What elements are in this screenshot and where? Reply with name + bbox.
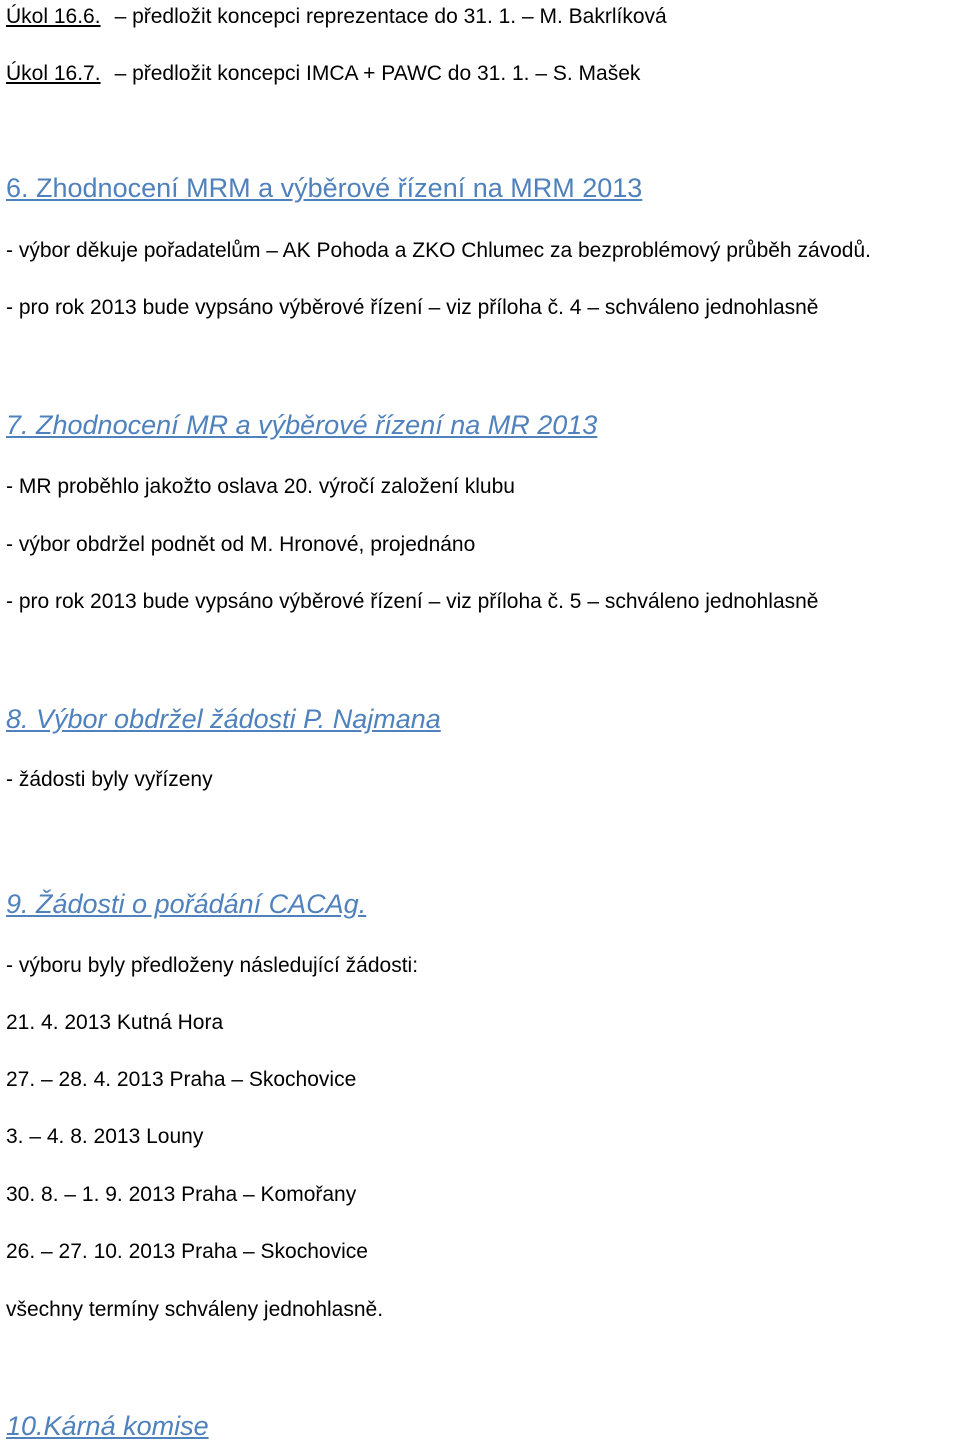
section-9-line: - výboru byly předloženy následující žádosti: [6,954,419,977]
section-9-date: 30. 8. – 1. 9. 2013 Praha – Komořany [6,1183,357,1206]
section-9-heading: 9. Žádosti o pořádání CACAg. [6,889,367,919]
section-7-heading: 7. Zhodnocení MR a výběrové řízení na MR 2013 [6,410,598,440]
section-8-heading: 8. Výbor obdržel žádosti P. Najmana [6,704,441,734]
task-text: – předložit koncepci reprezentace do 31. 1. – M. Bakrlíková [114,5,667,28]
section-7-line: - MR proběhlo jakožto oslava 20. výročí založení klubu [6,475,515,498]
section-6-line: - pro rok 2013 bude vypsáno výběrové řízení – viz příloha č. 4 – schváleno jednohlasně [6,296,819,319]
section-7-line: - výbor obdržel podnět od M. Hronové, projednáno [6,533,476,556]
task-label: Úkol 16.7. [6,62,101,85]
task-line [6,61,640,86]
section-9-conclusion: všechny termíny schváleny jednohlasně. [6,1298,384,1321]
section-6-line: - výbor děkuje pořadatelům – AK Pohoda a ZKO Chlumec za bezproblémový průběh závodů. [6,239,871,262]
section-9-date: 26. – 27. 10. 2013 Praha – Skochovice [6,1240,368,1263]
section-6-heading: 6. Zhodnocení MRM a výběrové řízení na MRM 2013 [6,173,643,203]
task-text: – předložit koncepci IMCA + PAWC do 31. 1. – S. Mašek [114,62,641,85]
section-9-date: 3. – 4. 8. 2013 Louny [6,1125,204,1148]
section-9-date: 21. 4. 2013 Kutná Hora [6,1011,224,1034]
task-line [6,4,667,29]
section-10-heading: 10.Kárná komise [6,1411,209,1441]
section-9-date: 27. – 28. 4. 2013 Praha – Skochovice [6,1068,357,1091]
section-8-line: - žádosti byly vyřízeny [6,768,213,791]
section-7-line: - pro rok 2013 bude vypsáno výběrové řízení – viz příloha č. 5 – schváleno jednohlasně [6,590,819,613]
task-label: Úkol 16.6. [6,5,101,28]
